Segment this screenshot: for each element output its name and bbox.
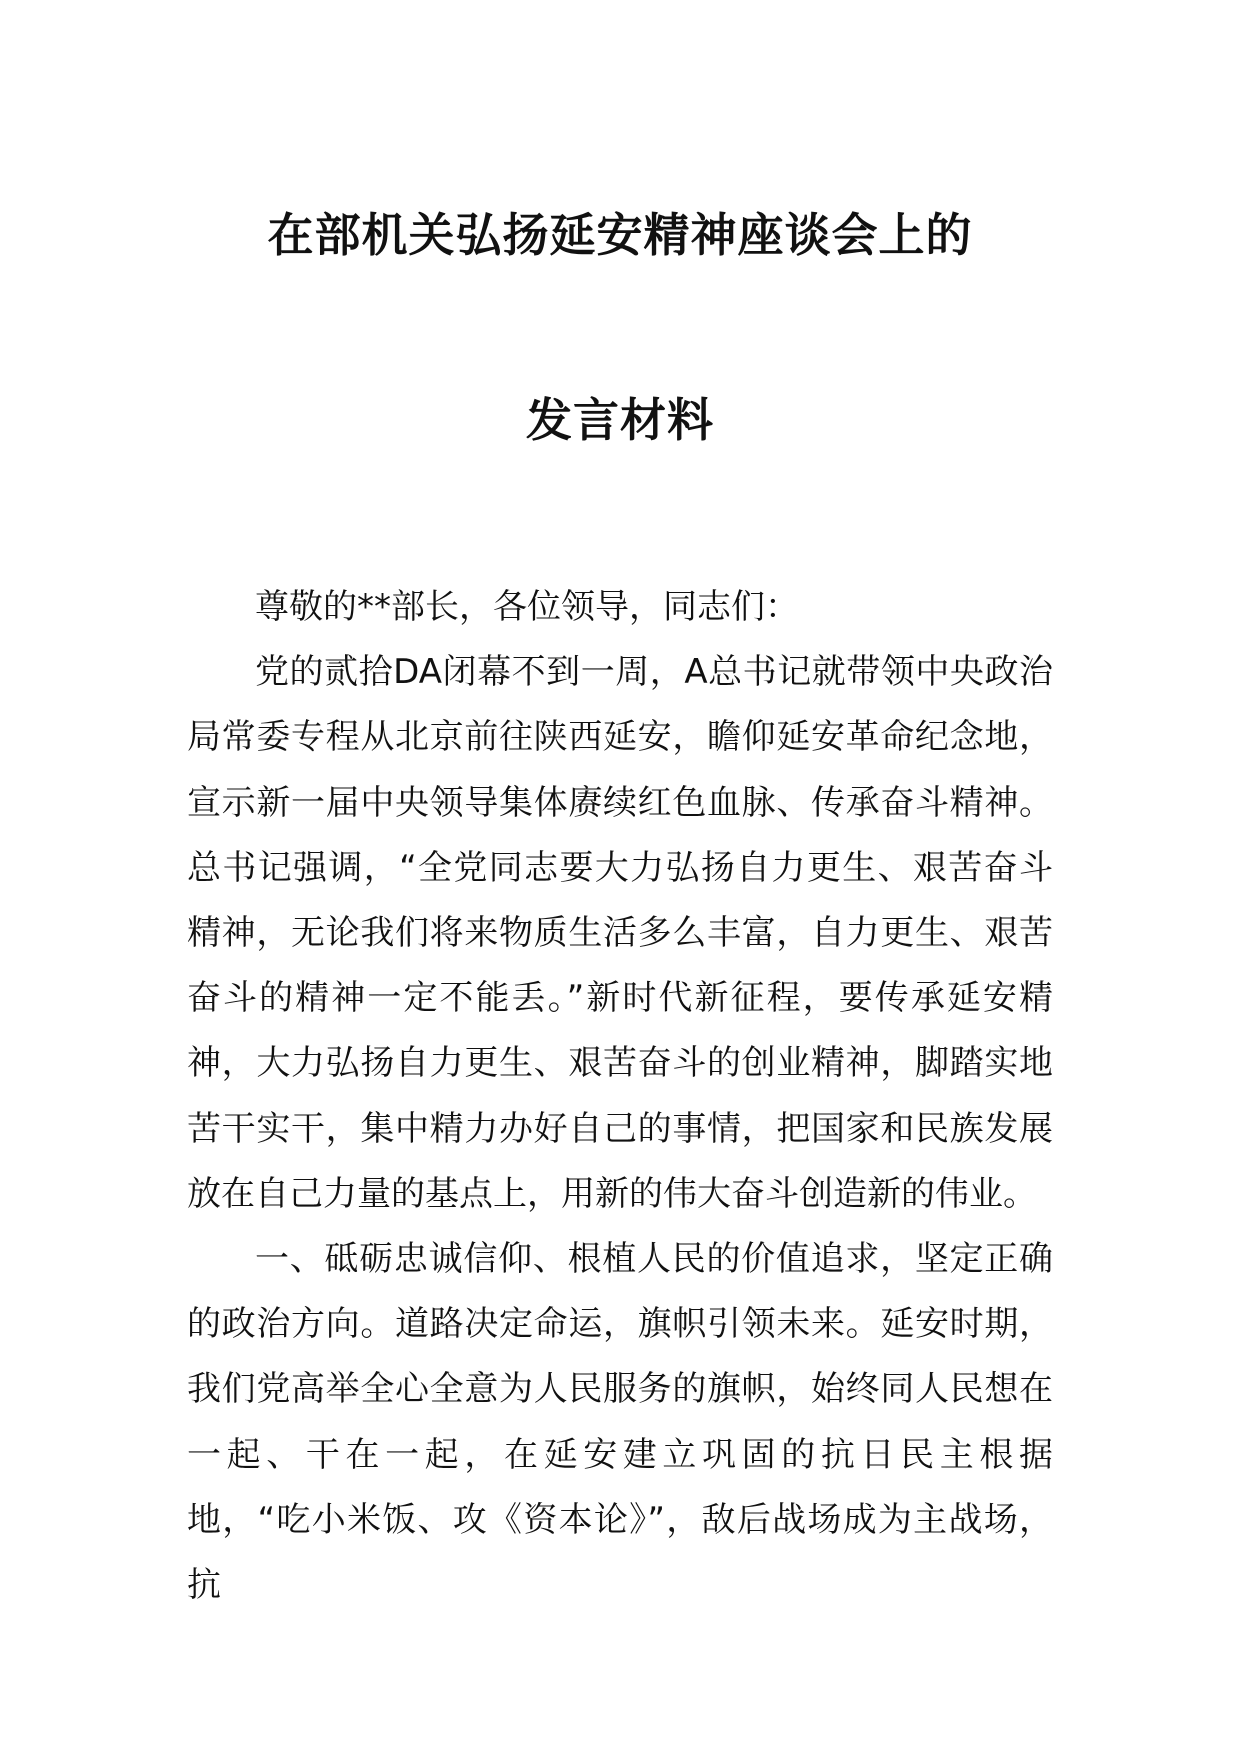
document-title-line-2: 发言材料 [526,393,714,447]
paragraph-1: 党的贰拾DA闭幕不到一周，A总书记就带领中央政治局常委专程从北京前往陕西延安，瞻仰延安革命纪念地，宣示新一届中央领导集体赓续红色血脉、传承奋斗精神。总书记强调，“全党同志要大力弘扬自力更生、艰苦奋斗精神，无论我们将来物质生活多么丰富，自力更生、艰苦奋斗的精神一定不能丢。”新时代新征程，要传承延安精神，大力弘扬自力更生、艰苦奋斗的创业精神，脚踏实地苦干实干，集中精力办好自己的事情，把国家和民族发展放在自己力量的基点上，用新的伟大奋斗创造新的伟业。 [187,652,1053,1214]
document-title-line-1: 在部机关弘扬延安精神座谈会上的 [267,208,973,262]
document-body [187,575,1053,1618]
paragraph-2: 一、砥砺忠诚信仰、根植人民的价值追求，坚定正确的政治方向。道路决定命运，旗帜引领未来。延安时期，我们党高举全心全意为人民服务的旗帜，始终同人民想在一起、干在一起，在延安建立巩固的抗日民主根据地，“吃小米饭、攻《资本论》”，敌后战场成为主战场，抗 [187,1239,1053,1606]
salutation: 尊敬的**部长，各位领导，同志们： [255,587,799,627]
